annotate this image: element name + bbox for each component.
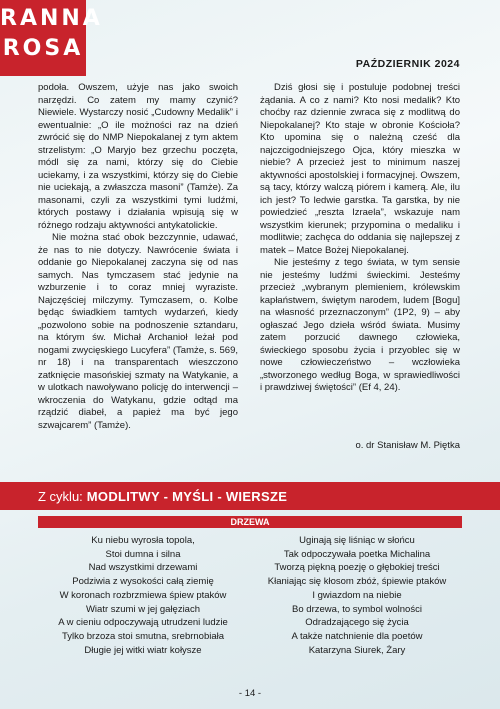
magazine-logo [0, 0, 103, 76]
poem-line: Długie jej witki wiatr kołysze [84, 644, 202, 656]
poem-column-right [252, 534, 462, 657]
logo-line-1: RANNA [0, 6, 103, 31]
paragraph: Dziś głosi się i postuluje podobnej treści żądania. A co z nami? Kto nosi medalik? Kto choćby raz dziennie zwraca się z modlitwą do Niepokalanej? Kto staje w obronie Kościoła? Kto upomina się o należną cześć dla najczcigodniejszego Ojca, który mieszka w niebie? A przecież jest to minimum naszej aktywności apostolskiej i formacyjnej. Owszem, są tacy, którzy walczą piórem i kamerą. Ale, ilu ich jest? To ledwie garstka. Ta garstka, by nie powiedzieć „reszta Izraela”, wskazuje nam wszystkim kierunek; przypomina o medaliku i modlitwie; zachęca do oddania się najlepszej z matek – Matce Bożej Niepokalanej. [260, 82, 460, 256]
poem-line: Nad wszystkimi drzewami [88, 562, 198, 574]
article-column-right [260, 82, 460, 395]
poem-line: W koronach rozbrzmiewa śpiew ptaków [59, 589, 227, 601]
page-number: - 14 - [238, 688, 262, 699]
poem-title: DRZEWA [38, 516, 462, 528]
poem-line: Kłaniając się kłosom zbóż, śpiewie ptaków [267, 576, 447, 588]
article-author: o. dr Stanisław M. Piętka [355, 440, 460, 451]
poem-line: Ku niebu wyrosła topola, [91, 535, 195, 546]
poem-line: A w cieniu odpoczywają utrudzeni ludzie [58, 617, 228, 629]
paragraph: Nie można stać obok bezczynnie, udawać, że nas to nie dotyczy. Nawrócenie świata i oddanie go Niepokalanej zaczyna się od nas samych. Nas tymczasem stać jedynie na wzburzenie i to coraz mniej wyraziste. Najczęściej milczymy. Tymczasem, o. Kolbe będąc świadkiem tamtych wydarzeń, kiedy „pozwolono sobie na podnoszenie sztandaru, na którym św. Michał Archanioł leżał pod nogami zwycięskiego Lucyfera” (Tamże, s. 569, nr 18) i na transparentach wieszczono zatknięcie masońskiej szmaty na Watykanie, a w ulotkach nawoływano policję do interwencji – wkroczenia do Watykanu, gdzie odtąd ma rządzić diabeł, a papież ma być jego szwajcarem” (Tamże). [38, 232, 238, 431]
poem-line: Tworzą piękną poezję o głębokiej treści [274, 562, 440, 574]
poem-line: A także natchnienie dla poetów [291, 630, 423, 642]
section-banner [0, 482, 500, 510]
issue-date: PAŹDZIERNIK 2024 [355, 58, 460, 70]
poem-line: Uginają się liśniąc w słońcu [299, 535, 415, 546]
poem-line: Tak odpoczywała poetka Michalina [283, 548, 431, 560]
poem-author: Katarzyna Siurek, Żary [308, 644, 406, 656]
poem-line: Stoi dumna i silna [105, 548, 181, 560]
logo-line-2: ROSA [2, 36, 84, 61]
poem-line: Podziwia z wysokości całą ziemię [72, 576, 214, 588]
poem-column-left [38, 534, 248, 657]
poem-line: I gwiazdom na niebie [312, 589, 402, 601]
section-prefix: Z cyklu: [38, 488, 83, 504]
paragraph: Nie jesteśmy z tego świata, w tym sensie nie jesteśmy ludźmi świeckimi. Jesteśmy przecież „wybranym plemieniem, królewskim kapłaństwem, świętym narodem, ludem [Bogu] na własność przeznaczonym” (1P2, 9) – aby ogłaszać Jego dzieła wśród świata. Musimy zatem porzucić dawnego człowieka, świeckiego sposobu życia i przyoblec się w nowe człowieczeństwo – wczłowieka „stworzonego według Boga, w sprawiedliwości i prawdziwej świętości” (Ef 4, 24). [260, 257, 460, 393]
poem-line: Tylko brzoza stoi smutna, srebrnobiała [61, 630, 225, 642]
article-column-left [38, 82, 238, 432]
poem-line: Bo drzewa, to symbol wolności [292, 603, 422, 615]
poem-line: Odradzającego się życia [305, 617, 409, 629]
paragraph: podoła. Owszem, użyje nas jako swoich narzędzi. Co zatem my mamy czynić? Niewiele. Wystarczy nosić „Cudowny Medalik” i ewentualnie: „O ile możności raz na dzień zwrócić się do NMP Niepokalanej z tym aktem strzelistym: „O Maryjo bez grzechu poczęta, módl się za nami, którzy się do Ciebie uciekamy, i za wszystkimi, którzy się do Ciebie nie uciekają, a zwłaszcza masoni” (Tamże). Za masonami, czyli za wszystkimi tymi ludźmi, których postawy i działania wpisują się w różnego rodzaju aktywności antykatolickie. [38, 82, 238, 231]
section-title: MODLITWY - MYŚLI - WIERSZE [86, 488, 288, 504]
poem-line: Wiatr szumi w jej gałęziach [85, 603, 201, 615]
